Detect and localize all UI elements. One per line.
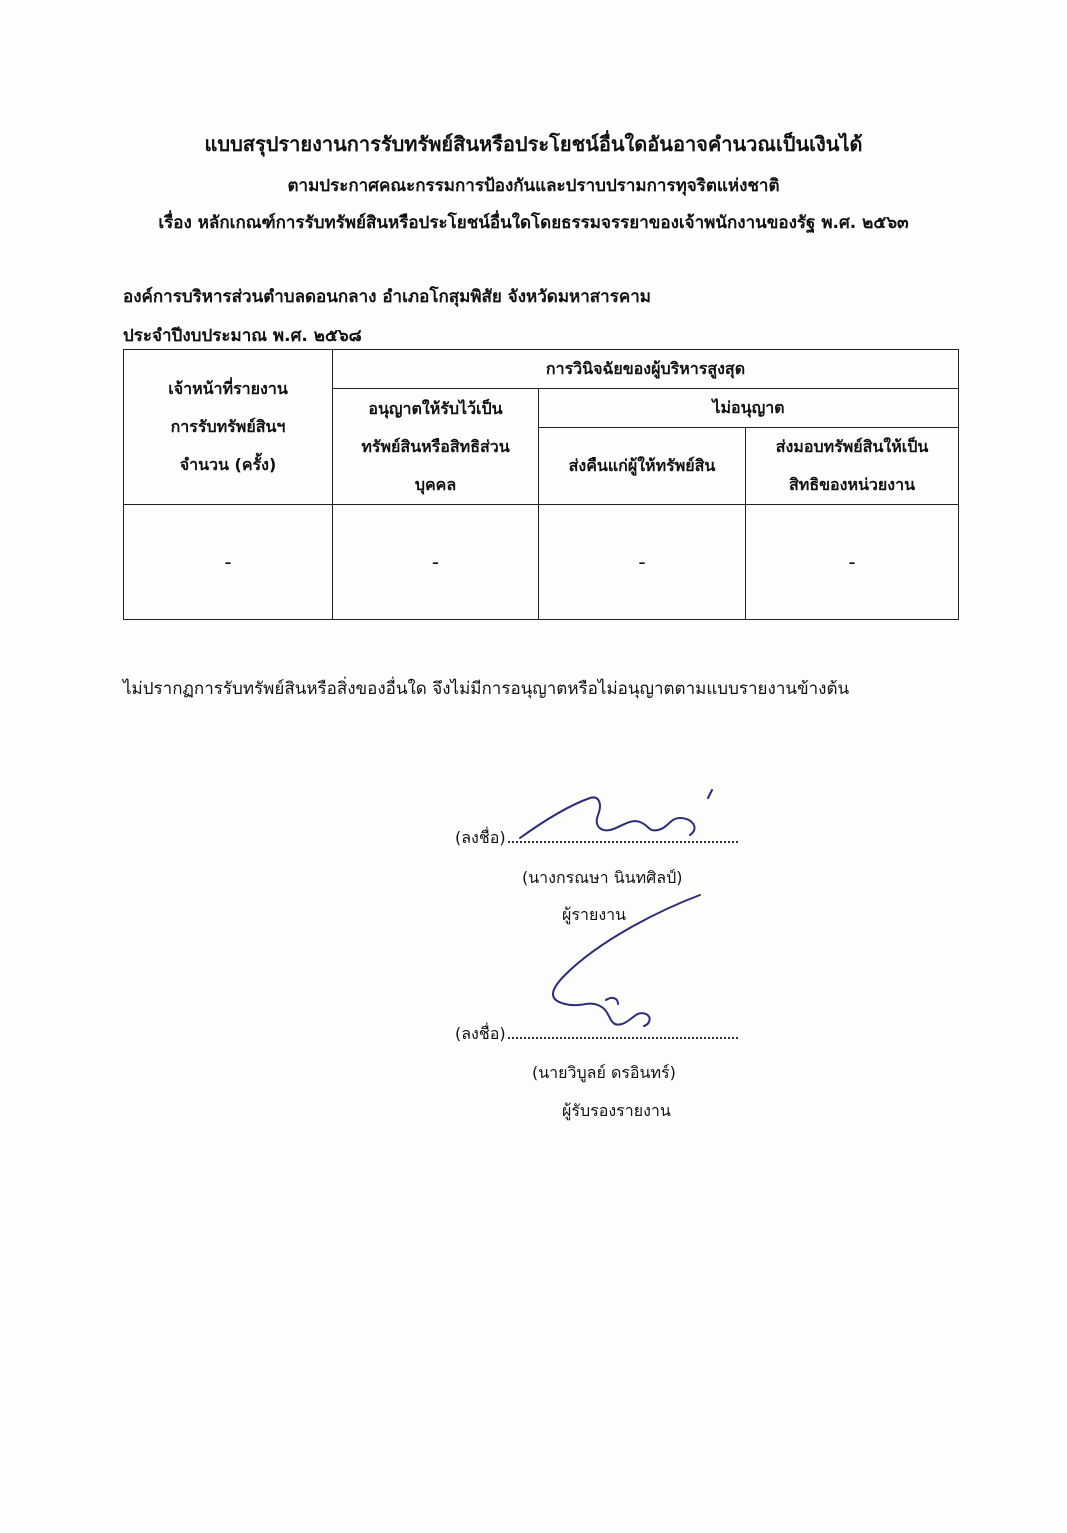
return-header: ส่งคืนแก่ผู้ให้ทรัพย์สิน xyxy=(539,428,746,505)
reporter-name: (นางกรณษา นินทศิลป์) xyxy=(522,868,683,887)
reporter-count-header: เจ้าหน้าที่รายงาน การรับทรัพย์สินฯ จำนวน (ครั้ง) xyxy=(124,350,333,505)
certifier-role: ผู้รับรองรายงาน xyxy=(562,1101,671,1120)
reporter-role: ผู้รายงาน xyxy=(562,905,627,924)
organization-line: องค์การบริหารส่วนตำบลดอนกลาง อำเภอโกสุมพิสัย จังหวัดมหาสารคาม xyxy=(123,287,651,307)
certifier-name: (นายวิบูลย์ ดรอินทร์) xyxy=(532,1063,676,1082)
report-subject: เรื่อง หลักเกณฑ์การรับทรัพย์สินหรือประโยชน์อื่นใดโดยธรรมจรรยาของเจ้าพนักงานของรัฐ พ.ศ. ๒๕๖๓ xyxy=(158,213,909,233)
decision-header: การวินิจฉัยของผู้บริหารสูงสุด xyxy=(333,350,959,389)
reporter-sign-line: (ลงชื่อ) xyxy=(455,826,738,851)
sign-dotted-line xyxy=(508,1037,738,1039)
report-subtitle: ตามประกาศคณะกรรมการป้องกันและปราบปรามการทุจริตแห่งชาติ xyxy=(287,176,780,196)
report-table xyxy=(123,349,959,620)
certifier-sign-line: (ลงชื่อ) xyxy=(455,1022,738,1047)
fiscal-year-line: ประจำปีงบประมาณ พ.ศ. ๒๕๖๘ xyxy=(123,326,362,346)
deny-header: ไม่อนุญาต xyxy=(539,389,959,428)
sign-dotted-line xyxy=(508,841,738,843)
table-cell-count: - xyxy=(124,505,333,620)
report-title: แบบสรุปรายงานการรับทรัพย์สินหรือประโยชน์อื่นใดอันอาจคำนวณเป็นเงินได้ xyxy=(204,132,863,156)
note-text: ไม่ปรากฏการรับทรัพย์สินหรือสิ่งของอื่นใด จึงไม่มีการอนุญาตหรือไม่อนุญาตตามแบบรายงานข้างต้น xyxy=(123,679,850,699)
allow-header: อนุญาตให้รับไว้เป็น ทรัพย์สินหรือสิทธิส่วน บุคคล xyxy=(333,389,539,505)
transfer-header: ส่งมอบทรัพย์สินให้เป็น สิทธิของหน่วยงาน xyxy=(746,428,959,505)
table-cell-transfer: - xyxy=(746,505,959,620)
table-cell-allow: - xyxy=(333,505,539,620)
table-cell-return: - xyxy=(539,505,746,620)
